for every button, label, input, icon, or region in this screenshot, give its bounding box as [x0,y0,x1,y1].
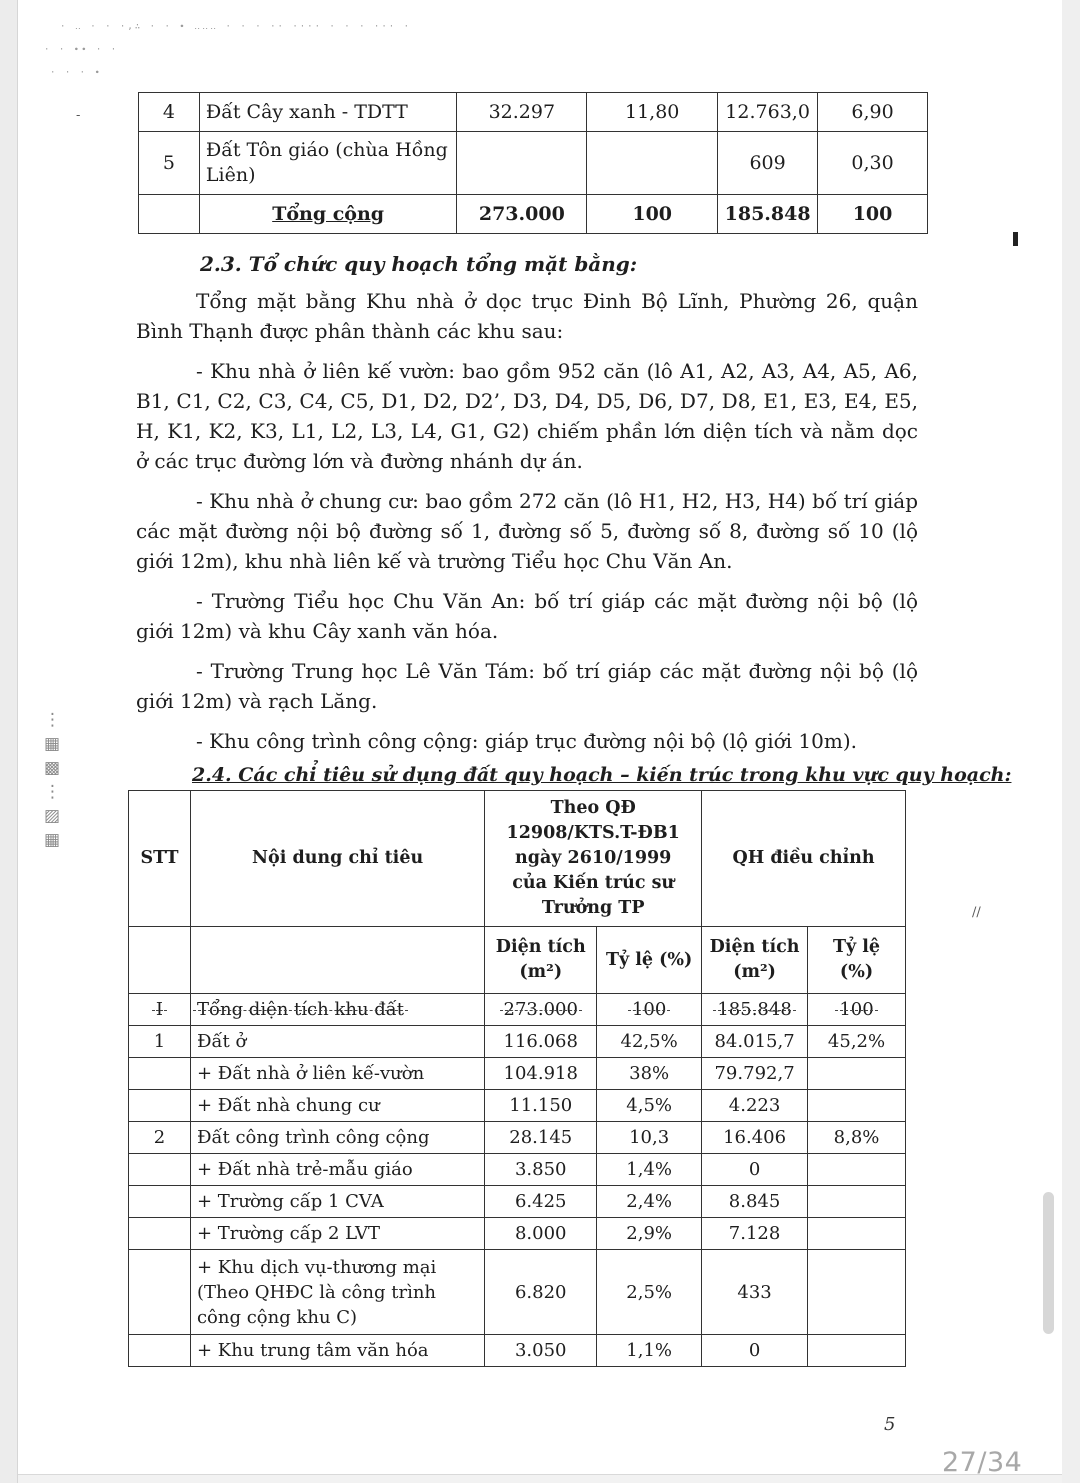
table-row [129,1250,906,1335]
cell-pct-new: 6,90 [818,93,928,132]
table-subheader-row [129,927,906,994]
cell-stt: 5 [139,132,200,195]
margin-mark: // [972,905,981,920]
cell-pct-new [808,1058,906,1090]
cell-area-old: 3.050 [485,1335,597,1367]
section-2-3-body [136,286,918,756]
land-use-indicators-table [128,790,906,1367]
table-row [139,93,928,132]
cell-stt [129,1186,191,1218]
table-row [129,1218,906,1250]
cell-pct-old: 1,4% [597,1154,702,1186]
header-content: Nội dung chỉ tiêu [190,791,484,927]
cell-pct-new [808,1250,906,1335]
cell-area-new: 79.792,7 [702,1058,808,1090]
cell-stt [129,1154,191,1186]
cell-stt-empty [139,195,200,234]
cell-name: + Trường cấp 2 LVT [190,1218,484,1250]
cell-pct-old: 4,5% [597,1090,702,1122]
cell-area-new: 4.223 [702,1090,808,1122]
cell-stt [129,1335,191,1367]
table-row [129,1335,906,1367]
header-group-new: QH điều chỉnh [702,791,906,927]
cell-area-old: 11.150 [485,1090,597,1122]
total-area-new: 185.848 [718,195,818,234]
cell-stt [129,1250,191,1335]
cell-name: + Khu trung tâm văn hóa [190,1335,484,1367]
cell-area-old: 273.000 [485,994,597,1026]
table-row [129,1122,906,1154]
subheader-ratio-old: Tỷ lệ (%) [597,927,702,994]
vertical-scrollbar[interactable] [1043,1192,1054,1334]
cell-name: Tổng diện tích khu đất [190,994,484,1026]
subheader-empty [129,927,191,994]
cell-pct-old [587,132,718,195]
table-header-row [129,791,906,927]
cell-name: Đất ở [190,1026,484,1058]
total-pct-old: 100 [587,195,718,234]
paragraph: - Khu nhà ở liên kế vườn: bao gồm 952 căn (lô A1, A2, A3, A4, A5, A6, B1, C1, C2, C3, C4, C5, D1, D2, D2’, D3, D4, D5, D6, D7, D8, E1, E3, E4, E5, H, K1, K2, K3, L1, L2, L3, L4, G1, G2) chiếm phần lớn diện tích và nằm dọc ở các trục đường lớn và đường nhánh dự án. [136,359,918,473]
subheader-ratio-new: Tỷ lệ (%) [808,927,906,994]
cell-stt: I [129,994,191,1026]
total-label: Tổng cộng [199,195,456,234]
cell-pct-old: 2,4% [597,1186,702,1218]
cell-pct-old: 2,5% [597,1250,702,1335]
viewer-left-margin [0,0,18,1483]
cell-name: Đất Tôn giáo (chùa Hồng Liên) [199,132,456,195]
cell-pct-new [808,1154,906,1186]
cell-pct-old: 11,80 [587,93,718,132]
scan-edge-mark [1013,232,1018,246]
cell-area-old: 3.850 [485,1154,597,1186]
header-stt: STT [129,791,191,927]
cell-pct-old: 1,1% [597,1335,702,1367]
cell-stt: 4 [139,93,200,132]
cell-area-old: 6.820 [485,1250,597,1335]
subheader-empty [190,927,484,994]
table-row [129,1154,906,1186]
cell-pct-new: 8,8% [808,1122,906,1154]
cell-area-new: 0 [702,1154,808,1186]
cell-area-new: 16.406 [702,1122,808,1154]
table-row [139,132,928,195]
cell-stt [129,1090,191,1122]
cell-area-new: 84.015,7 [702,1026,808,1058]
table-row [129,1058,906,1090]
paragraph: - Khu công trình công cộng: giáp trục đường nội bộ (lộ giới 10m). [196,729,858,753]
subheader-area-old: Diện tích (m²) [485,927,597,994]
cell-pct-new [808,1335,906,1367]
paragraph: - Trường Tiểu học Chu Văn An: bố trí giáp các mặt đường nội bộ (lộ giới 12m) và khu Cây xanh văn hóa. [136,589,918,643]
cell-area-new: 609 [718,132,818,195]
table-row [129,1026,906,1058]
cell-area-old: 32.297 [457,93,587,132]
cell-name: + Trường cấp 1 CVA [190,1186,484,1218]
cell-area-old [457,132,587,195]
cell-stt: 1 [129,1026,191,1058]
header-group-old: Theo QĐ 12908/KTS.T-ĐB1 ngày 2610/1999 của Kiến trúc sư Trưởng TP [485,791,702,927]
cell-area-new: 12.763,0 [718,93,818,132]
cell-area-old: 8.000 [485,1218,597,1250]
side-stamp: ⋮ ▦ ▩ ⋮ ▨ ▦ [44,710,61,850]
cell-pct-new: 100 [808,994,906,1026]
cell-stt [129,1058,191,1090]
cell-pct-new [808,1186,906,1218]
table-row [129,1186,906,1218]
table-row [129,994,906,1026]
paragraph: Tổng mặt bằng Khu nhà ở dọc trục Đinh Bộ Lĩnh, Phường 26, quận Bình Thạnh được phân thành các khu sau: [136,289,918,343]
scan-noise-left-2: · · · ∙ [50,68,102,78]
cell-pct-new [808,1218,906,1250]
cell-area-new: 7.128 [702,1218,808,1250]
cell-pct-new: 45,2% [808,1026,906,1058]
section-2-4-heading: 2.4. Các chỉ tiêu sử dụng đất quy hoạch – kiến trúc trong khu vực quy hoạch: [192,764,1012,786]
cell-area-old: 104.918 [485,1058,597,1090]
paragraph: - Trường Trung học Lê Văn Tám: bố trí giáp các mặt đường nội bộ (lộ giới 12m) và rạch Lăng. [136,659,918,713]
cell-name: Đất công trình công cộng [190,1122,484,1154]
cell-stt [129,1218,191,1250]
cell-name: + Đất nhà ở liên kế-vườn [190,1058,484,1090]
scan-noise-left: · · ∙∙ · · [44,45,119,55]
section-2-3-heading: 2.3. Tổ chức quy hoạch tổng mặt bằng: [200,252,638,276]
page-counter: 27/34 [942,1447,1023,1478]
cell-area-new: 0 [702,1335,808,1367]
cell-pct-old: 42,5% [597,1026,702,1058]
subheader-area-new: Diện tích (m²) [702,927,808,994]
cell-pct-old: 38% [597,1058,702,1090]
cell-pct-old: 10,3 [597,1122,702,1154]
cell-pct-new: 0,30 [818,132,928,195]
table-row [129,1090,906,1122]
cell-name: + Đất nhà chung cư [190,1090,484,1122]
total-area-old: 273.000 [457,195,587,234]
cell-area-old: 116.068 [485,1026,597,1058]
land-use-table-top [138,92,928,234]
cell-area-new: 185.848 [702,994,808,1026]
printed-page-number: 5 [884,1414,896,1435]
cell-pct-old: 2,9% [597,1218,702,1250]
cell-area-new: 433 [702,1250,808,1335]
cell-pct-new [808,1090,906,1122]
cell-area-old: 28.145 [485,1122,597,1154]
cell-area-old: 6.425 [485,1186,597,1218]
scan-noise-top: · ‥ · · ·,∴ · · ∙ ‥‥‥ · · · ·· ···· · · · ··· · [60,22,412,32]
margin-dash: - [76,108,81,123]
cell-pct-old: 100 [597,994,702,1026]
total-pct-new: 100 [818,195,928,234]
cell-area-new: 8.845 [702,1186,808,1218]
paragraph: - Khu nhà ở chung cư: bao gồm 272 căn (lô H1, H2, H3, H4) bố trí giáp các mặt đường nội bộ đường số 1, đường số 5, đường số 8, đường số 10 (lộ giới 12m), khu nhà liên kế và trường Tiểu học Chu Văn An. [136,489,918,573]
viewer-right-margin [1062,0,1080,1483]
cell-name: + Khu dịch vụ-thương mại (Theo QHĐC là công trình công cộng khu C) [190,1250,484,1335]
table-total-row [139,195,928,234]
cell-name: + Đất nhà trẻ-mẫu giáo [190,1154,484,1186]
cell-name: Đất Cây xanh - TDTT [199,93,456,132]
cell-stt: 2 [129,1122,191,1154]
